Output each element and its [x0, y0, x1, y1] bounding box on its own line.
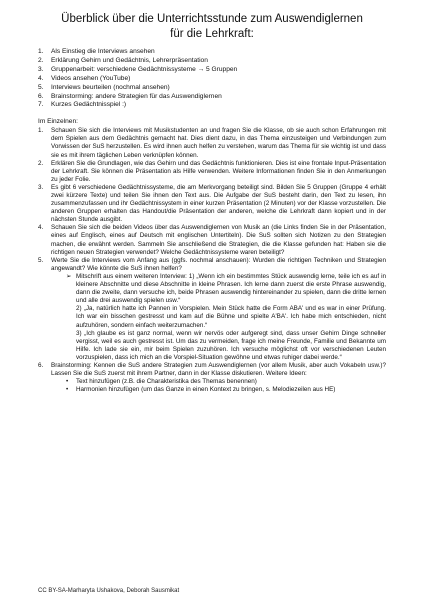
idea-item: • Harmonien hinzufügen (um das Ganze in einen Kontext zu bringen, s. Melodiezeilen aus HE): [66, 386, 336, 394]
interview-transcript-list: [51, 273, 386, 362]
overview-item: 2. Erklärung Gehirn und Gedächtnis, Lehrerpräsentation: [38, 56, 208, 64]
transcript-quote-2: 2) „Ja, natürlich hatte ich Pannen in Vorspielen. Mein Stück hatte die Form ABA' und es war in einer Prüfung. Ich war ein bisschen gestresst und kam auf die Bühne und spielte A'BA'. Ich habe mich entschieden, nicht aufzuhören, sondern einfach weiterzumachen.“: [76, 305, 386, 329]
detail-item-1: 1. Schauen Sie sich die Interviews mit Musikstudenten an und fragen Sie die Klasse, ob sie auch schon Erfahrungen mit dem Spielen aus dem Gedächtnis gemacht hat. Dies dient dazu, in das Thema einzusteigen und Verbindungen zum Vorwissen der SuS herzustellen. Es wird ihnen auch helfen zu verstehen, warum das Thema für sie wichtig ist und dass sie es mit ihrem täglichen Leben verknüpfen können.: [38, 127, 386, 159]
details-list: [38, 127, 386, 394]
overview-item: 1. Als Einstieg die Interviews ansehen: [38, 48, 155, 55]
license-footer: CC BY-SA-Marharyta Ushakova, Deborah Sausmikat: [38, 588, 180, 594]
arrow-bullet-icon: ➢: [66, 272, 72, 280]
title-line-1: Überblick über die Unterrichtsstunde zum Auswendiglernen: [61, 13, 363, 25]
overview-item: 4. Videos ansehen (YouTube): [38, 74, 131, 82]
title-line-2: für die Lehrkraft:: [170, 28, 254, 40]
overview-item: 3. Gruppenarbeit: verschiedene Gedächtnissysteme → 5 Gruppen: [38, 65, 238, 73]
overview-item: 6. Brainstorming: andere Strategien für das Auswendiglernen: [38, 92, 222, 100]
transcript-item: ➢ Mitschrift aus einem weiteren Interview: 1) „Wenn ich ein bestimmtes Stück auswendig lerne, teile ich es auf in kleinere Abschnitte und diese Abschnitte in kleine Phrasen. Ich lerne dann zuerst die erste Phrase auswendig, dann die zweite, dann versuche ich, beide Phrasen auswendig hintereinander zu spielen, dann die dritte lernen und alle drei auswendig spielen usw.“ 2) „Ja, natürlich hatte ich Pannen in Vorspielen. Mein Stück hatte die Form ABA' und es war in einer Prüfung. Ich war ein bisschen gestresst und kam auf die Bühne und spielte A'BA'. Ich habe mich entschieden, nicht aufzuhören, sondern einfach weiterzumachen.“ 3) „Ich glaube es ist ganz normal, wenn wir nervös oder aufgeregt sind, dass unser Gehirn Dinge schneller vergisst, weil es auch gestresst ist. Um das zu vermeiden, frage ich meine Freunde, Familie und Bekannte um Hilfe. Ich lade sie ein, mir beim Spielen zuzuhören. Ich versuche möglichst oft vor verschiedenen Leuten vorzuspielen, dass ich mich an die Vorspiel-Situation gewöhne und etwas ruhiger dabei werde.“: [66, 272, 386, 361]
overview-item: 7. Kurzes Gedächtnisspiel :): [38, 101, 127, 109]
lesson-overview-list: [38, 48, 386, 110]
detail-item-3: 3. Es gibt 6 verschiedene Gedächtnissysteme, die am Merkvorgang beteiligt sind. Bilden Sie 5 Gruppen (Gruppe 4 erhält zwei kürzere Texte) und teilen Sie ihnen den Text aus. Die Aufgabe der SuS besteht darin, den Text zu lesen, ihn zusammenzufassen und ihr Gedächtnissystem in einer kurzen Präsentation (2 Minuten) vor der Klasse vorzustellen. Die anderen Gruppen erhalten das Handout/die Präsentation der anderen, welche die Lehrkraft dann kopiert und in der nächsten Stunde ausgibt.: [38, 183, 386, 224]
bullet-icon: •: [66, 386, 69, 394]
details-heading: Im Einzelnen:: [38, 118, 78, 126]
bullet-icon: •: [66, 378, 69, 386]
detail-item-2: 2. Erklären Sie die Grundlagen, wie das Gehirn und das Gedächtnis funktionieren. Dies ist eine frontale Input-Präsentation der Lehrkraft. Sie können die Präsentation als Hilfe verwenden. Weitere Informationen finden Sie in den Anmerkungen zu jeder Folie.: [38, 159, 386, 183]
page-title: [38, 12, 386, 42]
overview-item: 5. Interviews beurteilen (nochmal ansehen): [38, 83, 170, 91]
detail-item-6: 6. Brainstorming: Kennen die SuS andere Strategien zum Auswendiglernen (vor allem Musik, aber auch Vokabeln usw.)? Lassen Sie die SuS zuerst mit ihrem Partner, dann in der Klasse diskutieren. Weitere Ideen: • Text hinzufügen (z.B. die Charakteristika des Themas benennen) • Harmonien hinzufügen (um das Ganze in einen Kontext zu bringen, s. Melodiezeilen aus HE): [38, 361, 386, 394]
detail-item-4: 4. Schauen Sie sich die beiden Videos über das Auswendiglernen von Musik an (die Links finden Sie in der Präsentation, eines auf Englisch, eines auf Deutsch mit englischen Untertiteln). Die SuS sollten sich Notizen zu den Strategien machen, die erwähnt werden. Sammeln Sie anschließend die Strategien, die die Klasse gefunden hat: Haben sie die richtigen neuen Strategien verwendet? Welche Gedächtnissysteme waren beteiligt?: [38, 224, 386, 256]
ideas-list: [51, 378, 386, 394]
transcript-quote-3: 3) „Ich glaube es ist ganz normal, wenn wir nervös oder aufgeregt sind, dass unser Gehirn Dinge schneller vergisst, weil es auch gestresst ist. Um das zu vermeiden, frage ich meine Freunde, Familie und Bekannte um Hilfe. Ich lade sie ein, mir beim Spielen zuzuhören. Ich versuche möglichst oft vor verschiedenen Leuten vorzuspielen, dass ich mich an die Vorspiel-Situation gewöhne und etwas ruhiger dabei werde.“: [76, 329, 386, 361]
idea-item: • Text hinzufügen (z.B. die Charakteristika des Themas benennen): [66, 378, 257, 386]
detail-item-5: 5. Werte Sie die Interviews vom Anfang aus (ggfs. nochmal anschauen): Wurden die richtigen Techniken und Strategien angewandt? Wie könnte die SuS ihnen helfen? ➢ Mitschrift aus einem weiteren Interview: 1) „Wenn ich ein bestimmtes Stück auswendig lerne, teile ich es auf in kleinere Abschnitte und diese Abschnitte in kleine Phrasen. Ich lerne dann zuerst die erste Phrase auswendig, dann die zweite, dann versuche ich, beide Phrasen auswendig hintereinander zu spielen, dann die dritte lernen und alle drei auswendig spielen usw.“ 2) „Ja, natürlich hatte ich Pannen in Vorspielen. Mein Stück hatte die Form ABA' und es war in einer Prüfung. Ich war ein bisschen gestresst und kam auf die Bühne und spielte A'BA'. Ich habe mich entschieden, nicht aufzuhören, sondern einfach weiterzumachen.“ 3) „Ich glaube es ist ganz normal, wenn wir nervös oder aufgeregt sind, dass unser Gehirn Dinge schneller vergisst, weil es auch gestresst ist. Um das zu vermeiden, frage ich meine Freunde, Familie und Bekannte um Hilfe. Ich lade sie ein, mir beim Spielen zuzuhören. Ich versuche möglichst oft vor verschiedenen Leuten vorzuspielen, dass ich mich an die Vorspiel-Situation gewöhne und etwas ruhiger dabei werde.“: [38, 256, 386, 361]
